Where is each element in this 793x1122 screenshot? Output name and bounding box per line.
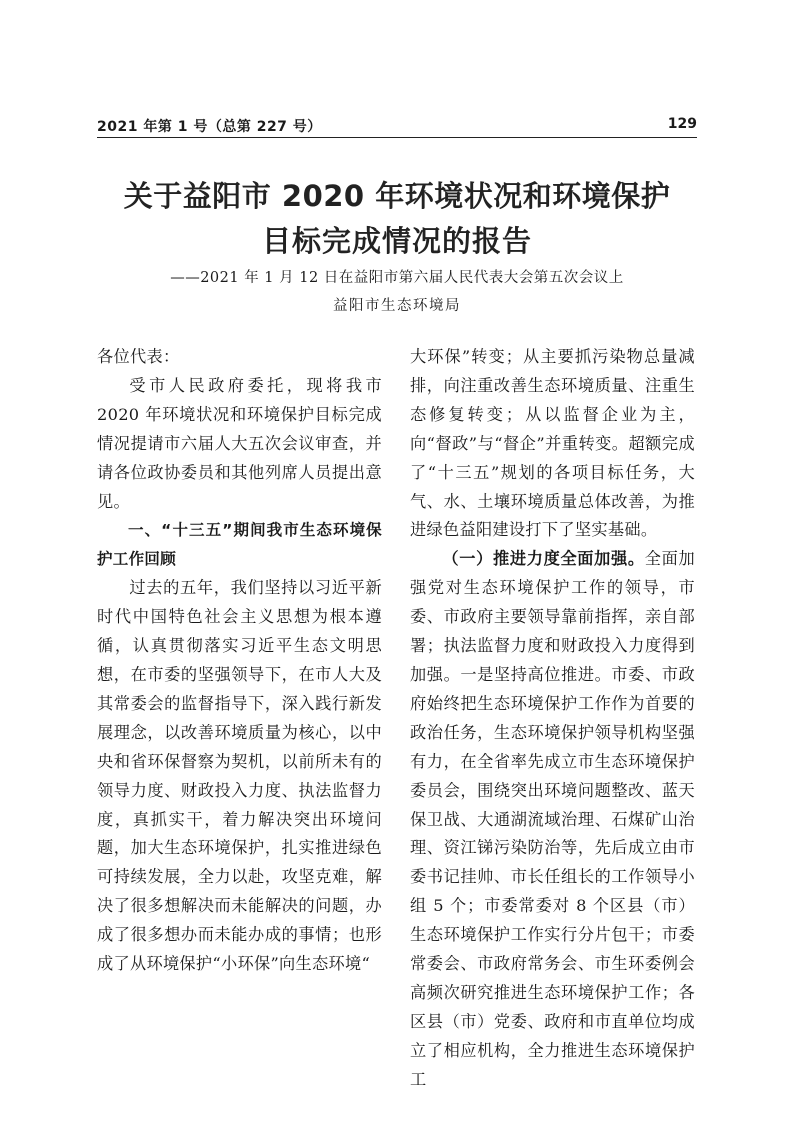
running-header	[97, 116, 697, 138]
issue-label: 2021 年第 1 号（总第 227 号）	[97, 119, 322, 135]
body-paragraph: 受市人民政府委托，现将我市 2020 年环境状况和环境保护目标完成情况提请市六届人大五次会议审查，并请各位政协委员和其他列席人员提出意见。	[97, 375, 382, 511]
right-column	[410, 343, 695, 1095]
page-number: 129	[667, 116, 697, 132]
section-heading: 一、“十三五”期间我市生态环境保护工作回顾	[97, 521, 382, 569]
left-column	[97, 343, 382, 979]
subsection-heading: （一）推进力度全面加强。	[442, 549, 645, 569]
paragraph-text: 全面加强党对生态环境保护工作的领导，市委、市政府主要领导靠前指挥，亲自部署；执法监督力度和财政投入力度得到加强。一是坚持高位推进。市委、市政府始终把生态环境保护工作作为首要的政治任务，生态环境保护领导机构坚强有力，在全省率先成立市生态环境保护委员会，围绕突出环境问题整改、蓝天保卫战、大通湖流域治理、石煤矿山治理、资江锑污染防治等，先后成立由市委书记挂帅、市长任组长的工作领导小组 5 个；市委常委对 8 个区县（市）生态环境保护工作实行分片包干；市委常委会、市政府常务会、市生环委例会高频次研究推进生态环境保护工作；各区县（市）党委、政府和市直单位均成立了相应机构，全力推进生态环境保护工	[410, 549, 695, 1089]
report-title-line-2: 目标完成情况的报告	[261, 224, 532, 258]
report-author: 益阳市生态环境局	[333, 298, 461, 314]
report-subtitle: ——2021 年 1 月 12 日在益阳市第六届人民代表大会第五次会议上	[170, 270, 624, 286]
body-paragraph: 过去的五年，我们坚持以习近平新时代中国特色社会主义思想为根本遵循，认真贯彻落实习近平生态文明思想，在市委的坚强领导下，在市人大及其常委会的监督指导下，深入践行新发展理念，以改善环境质量为核心，以中央和省环保督察为契机，以前所未有的领导力度、财政投入力度、执法监督力度，真抓实干，着力解决突出环境问题，加大生态环境保护，扎实推进绿色可持续发展，全力以赴，攻坚克难，解决了很多想解决而未能解决的问题，办成了很多想办而未能办成的事情；也形成了从环境保护“小环保”向生态环境“	[97, 578, 382, 974]
report-title-line-1: 关于益阳市 2020 年环境状况和环境保护	[123, 179, 671, 213]
salutation: 各位代表：	[97, 347, 180, 366]
body-paragraph	[410, 545, 695, 1094]
body-paragraph-continued: 大环保”转变；从主要抓污染物总量减排，向注重改善生态环境质量、注重生态修复转变；从以监督企业为主，向“督政”与“督企”并重转变。超额完成了“十三五”规划的各项目标任务，大气、水、土壤环境质量总体改善，为推进绿色益阳建设打下了坚实基础。	[410, 347, 695, 540]
header-divider	[97, 137, 697, 138]
